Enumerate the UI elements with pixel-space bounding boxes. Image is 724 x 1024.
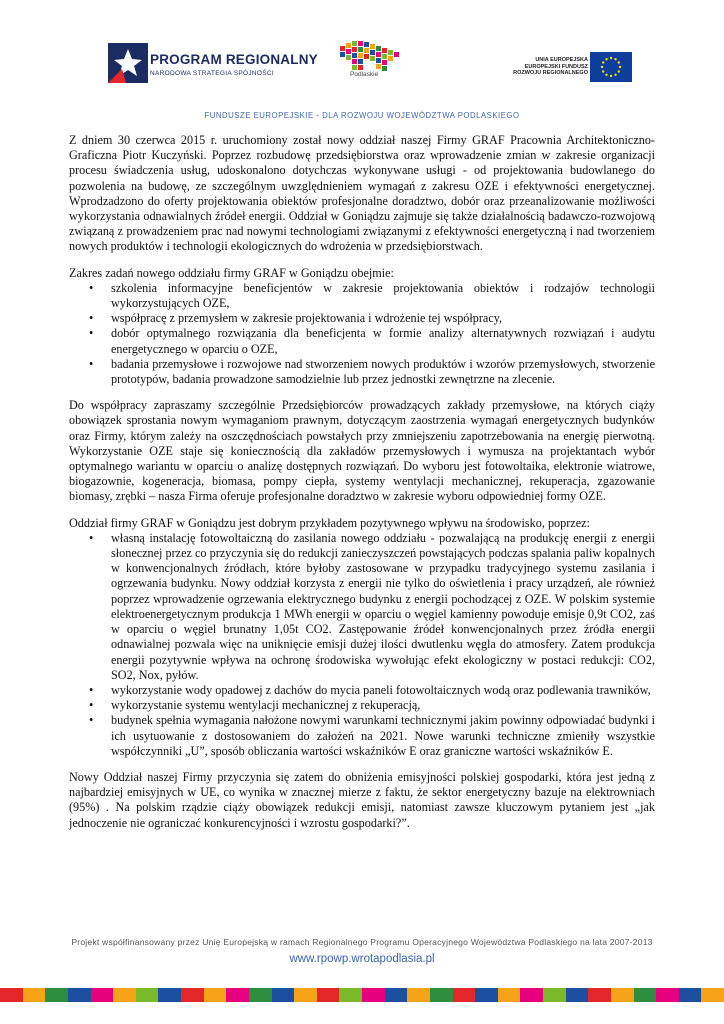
color-bar-segment (611, 988, 634, 1002)
color-bar-segment (181, 988, 204, 1002)
bullet: • (89, 326, 94, 341)
eu-line: UNIA EUROPEJSKA (535, 57, 588, 63)
color-bar-segment (136, 988, 159, 1002)
page-header (0, 0, 724, 120)
list-item-text: wykorzystanie wody opadowej z dachów do mycia paneli fotowoltaicznych wodą oraz podlewania trawników, (111, 682, 651, 697)
eu-star-icon (618, 61, 620, 63)
color-bar-segment (226, 988, 249, 1002)
color-bar-segment (113, 988, 136, 1002)
list-item-text: budynek spełnia wymagania nałożone nowymi warunkami technicznymi jakim powinny odpowiadać budynki i ich usytuowanie z dostosowaniem do założeń na 2021. Nowe warunki techniczne zmieniły wszystkie współczynniki „U”, sposób obliczania wartości wskaźników E oraz graniczne wartości wskaźników E. (111, 713, 655, 758)
list-item (69, 713, 655, 759)
list-item-text: badania przemysłowe i rozwojowe nad stworzeniem nowych produktów i wzorów przemysłowych, stworzenie prototypów, badania prowadzone samodzielnie lub przez jednostki zewnętrzne na zlecenie. (111, 356, 655, 387)
footer-website-link[interactable]: www.rpowp.wrotapodlasia.pl (289, 953, 435, 965)
bullet: • (89, 280, 94, 295)
eu-star-icon (614, 74, 616, 76)
color-bar-segment (249, 988, 272, 1002)
environment-list (69, 531, 655, 759)
eu-star-icon (610, 75, 612, 77)
color-bar-segment (475, 988, 498, 1002)
color-bar-segment (407, 988, 430, 1002)
color-bar-segment (91, 988, 114, 1002)
color-bar-segment (45, 988, 68, 1002)
bullet: • (89, 682, 94, 697)
list-item-text: wykorzystanie systemu wentylacji mechanicznej z rekuperacją, (111, 698, 421, 713)
program-subtitle: NARODOWA STRATEGIA SPÓJNOŚCI (150, 70, 274, 77)
list-item-text: szkolenia informacyjne beneficjentów w zakresie projektowania obiektów i rodzajów technologii wykorzystujących OZE, (111, 280, 655, 311)
paragraph-intro: Z dniem 30 czerwca 2015 r. uruchomiony został nowy oddział naszej Firmy GRAF Pracownia Architektoniczno-Graficzna Piotr Kuczyński. Poprzez rozbudowę przedsiębiorstwa oraz wprowadzenie zmian w zakresie organizacji procesu świadczenia usług, udoskonalono dotychczas wykonywane usługi - od projektowania budowlanego do pozwolenia na budowę, ze szczególnym uwzględnieniem wymagań z zakresu OZE i efektywności energetycznej. Wprodzadzono do oferty projektowania obiektów profesjonalne doradztwo, dobór oraz przeanalizowanie możliwości wykorzystania odnawialnych źródeł energii. Oddział w Goniądzu zajmuje się także działalnością badawczo-rozwojową związaną z prowadzeniem prac nad nowymi technologiami związanymi z efektywności energetyczną i nad tworzeniem nowych produktów i technologii ekologicznych do wdrożenia w przedsiębiorstwach. (69, 133, 655, 254)
paragraph-environment: Oddział firmy GRAF w Goniądzu jest dobrym przykładem pozytywnego wpływu na środowisko, poprzez: (69, 515, 590, 530)
color-bar-segment (634, 988, 657, 1002)
eu-line: ROZWOJU REGIONALNEGO (513, 70, 588, 76)
tagline: FUNDUSZE EUROPEJSKIE - DLA ROZWOJU WOJEWÓDZTWA PODLASKIEGO (204, 111, 520, 120)
eu-star-icon (602, 70, 604, 72)
list-item (69, 698, 655, 713)
color-bar-segment (566, 988, 589, 1002)
color-bar-segment (158, 988, 181, 1002)
eu-star-icon (605, 74, 607, 76)
list-item (69, 281, 655, 311)
color-bar-segment (453, 988, 476, 1002)
bullet: • (89, 311, 94, 326)
color-bar-segment (272, 988, 295, 1002)
list-item (69, 311, 655, 326)
list-item (69, 531, 655, 683)
color-bar-segment (588, 988, 611, 1002)
decorative-color-bar (0, 988, 724, 1002)
color-bar-segment (339, 988, 362, 1002)
color-bar-segment (679, 988, 702, 1002)
list-item-text: współpracę z przemysłem w zakresie projektowania i wdrożenie tej współpracy, (111, 311, 503, 326)
color-bar-segment (520, 988, 543, 1002)
color-bar-segment (23, 988, 46, 1002)
scope-list (69, 281, 655, 387)
paragraph-conclusion: Nowy Oddział naszej Firmy przyczynia się zatem do obniżenia emisyjności polskiej gospodarki, która jest jedną z najbardziej emisyjnych w UE, co wynika w znacznej mierze z faktu, że sektor energetyczny bazuje na elektrowniach (95%) . Na polskim rządzie ciąży obowiązek redukcji emisji, natomiast zawsze kluczowym pytaniem jest „jak jednoczenie nie ograniczać konkurencyjności i wzrostu gospodarki?”. (69, 769, 655, 830)
footer-cofinancing-note: Projekt współfinansowany przez Unię Europejską w ramach Regionalnego Programu Operacyjnego Województwa Podlaskiego na lata 2007-2013 (71, 937, 653, 947)
bullet: • (89, 356, 94, 371)
color-bar-segment (656, 988, 679, 1002)
eu-star-icon (619, 66, 621, 68)
eu-star-icon (602, 61, 604, 63)
color-bar-segment (204, 988, 227, 1002)
color-bar-segment (68, 988, 91, 1002)
eu-star-icon (618, 70, 620, 72)
list-item (69, 357, 655, 387)
eu-line: EUROPEJSKI FUNDUSZ (524, 63, 588, 70)
list-item (69, 683, 655, 698)
eu-flag-icon (590, 52, 632, 82)
eu-fund-label (498, 57, 588, 77)
document-body (69, 133, 655, 842)
eu-star-icon (610, 57, 612, 59)
color-bar-segment (362, 988, 385, 1002)
color-bar-segment (430, 988, 453, 1002)
program-title: PROGRAM REGIONALNY (150, 52, 318, 67)
paragraph-invitation: Do współpracy zapraszamy szczególnie Przedsiębiorców prowadzących zakłady przemysłowe, na których ciąży obowiązek sprostania nowym wymaganiom prawnym, dotyczącym zaostrzenia wymagań energetycznych budynków oraz Firmy, którym zależy na oszczędnościach powstałych przy zmniejszeniu zapotrzebowania na energię pierwotną. Wykorzystanie OZE staje się koniecznością dla zakładów przemysłowych i wymusza na projektantach wybór optymalnego wariantu w oparciu o analizę dostępnych rozwiązań. Do wyboru jest fotowoltaika, elektronie wiatrowe, biogazownie, kogeneracja, biomasa, pompy ciepła, systemy wentylacji mechanicznej, rekuperacja, zgazowanie biomasy, zrębki – nasza Firma oferuje profesjonalne doradztwo w zakresie wyboru odpowiedniej formy OZE. (69, 398, 655, 504)
color-bar-segment (0, 988, 23, 1002)
color-bar-segment (385, 988, 408, 1002)
list-item-text: dobór optymalnego rozwiązania dla beneficjenta w formie analizy alternatywnych rozwiązań i audytu energetycznego w oparciu o OZE, (111, 326, 655, 356)
color-bar-segment (543, 988, 566, 1002)
color-bar-segment (317, 988, 340, 1002)
region-label: Podlaskie (350, 71, 379, 78)
color-bar-segment (498, 988, 521, 1002)
bullet: • (89, 698, 94, 713)
bullet: • (89, 713, 94, 728)
color-bar-segment (294, 988, 317, 1002)
paragraph-scope: Zakres zadań nowego oddziału firmy GRAF w Goniądzu obejmie: (69, 265, 394, 280)
color-bar-segment (701, 988, 724, 1002)
list-item-text: własną instalację fotowoltaiczną do zasilania nowego oddziału - pozwalającą na produkcję energii z energii słonecznej przez co przyczynia się do redukcji zanieczyszczeń powstających podczas spalania paliw kopalnych w konwencjonalnych źródłach, które byłoby zastosowane w przypadku tradycyjnego systemu zasilania i ogrzewania budynku. Nowy oddział korzysta z energii nie tylko do oświetlenia i pracy urządzeń, ale również poprzez wprowadzenie ogrzewania elektrycznego budynku z energii pochodzącej z OZE. W polskim systemie elektroenergetycznym produkcja 1 MWh energii w oparciu o węgiel kamienny powoduje emisje 0,9t CO2, zaś w oparciu o węgiel brunatny 1,05t CO2. Zastępowanie źródeł konwencjonalnych przez źródła energii odnawialnej pozwala więc na uniknięcie emisji dużej ilości dwutlenku węgla do atmosfery. Zatem produkcja energii pozytywnie wpływa na ochronę środowiska wywołując efekt ekologiczny w postaci redukcji: CO2, SO2, Nox, pyłów. (111, 530, 655, 682)
bullet: • (89, 530, 94, 545)
eu-star-icon (605, 58, 607, 60)
eu-star-icon (614, 58, 616, 60)
eu-star-icon (601, 66, 603, 68)
program-regionalny-logo-icon (108, 43, 148, 83)
list-item (69, 326, 655, 356)
